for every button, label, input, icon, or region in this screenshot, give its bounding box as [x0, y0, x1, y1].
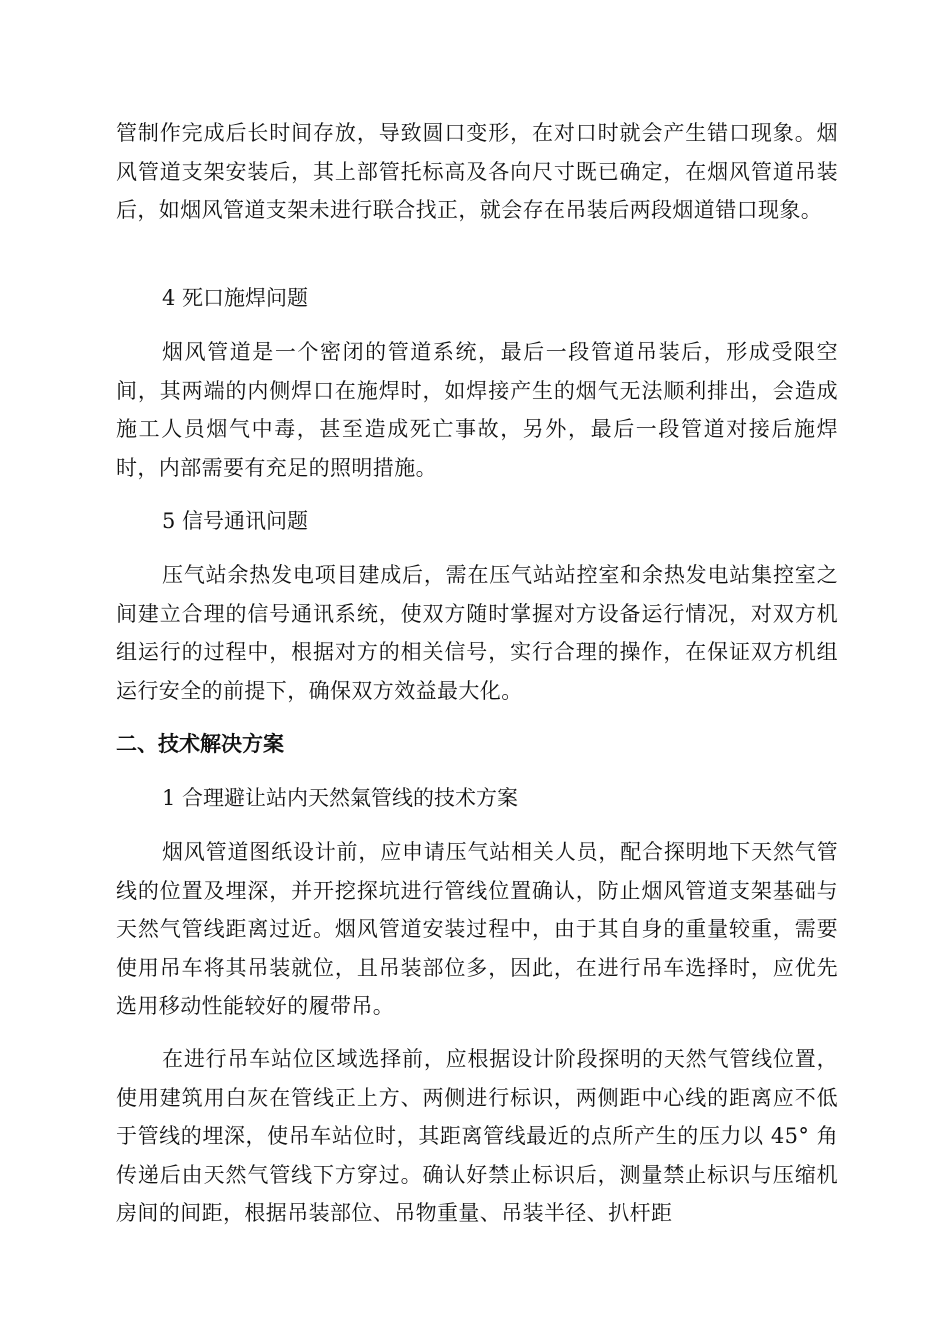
paragraph-signal: 压气站余热发电项目建成后，需在压气站站控室和余热发电站集控室之间建立合理的信号通讯系统，使双方随时掌握对方设备运行情况，对双方机组运行的过程中，根据对方的相关信号，实行合理的操作，在保证双方机组运行安全的前提下，确保双方效益最大化。 [116, 563, 838, 703]
subheading-1: 1 合理避让站内天然氣管线的技术方案 [162, 786, 519, 810]
paragraph-gas-pipeline: 烟风管道图纸设计前，应申请压气站相关人员，配合探明地下天然气管线的位置及埋深，并开挖探坑进行管线位置确认，防止烟风管道支架基础与天然气管线距离过近。烟风管道安装过程中，由于其自身的重量较重，需要使用吊车将其吊装就位，且吊装部位多，因此，在进行吊车选择时，应优先选用移动性能较好的履带吊。 [116, 840, 838, 1018]
paragraph-dead-weld: 烟风管道是一个密闭的管道系统，最后一段管道吊装后，形成受限空间，其两端的内侧焊口在施焊时，如焊接产生的烟气无法顺利排出，会造成施工人员烟气中毒，甚至造成死亡事故，另外，最后一段管道对接后施焊时，内部需要有充足的照明措施。 [116, 340, 838, 480]
section-heading-2: 二、技术解决方案 [116, 732, 284, 756]
subheading-5: 5 信号通讯问题 [162, 509, 309, 533]
paragraph-crane-position: 在进行吊车站位区域选择前，应根据设计阶段探明的天然气管线位置，使用建筑用白灰在管线正上方、两侧进行标识，两侧距中心线的距离应不低于管线的埋深，使吊车站位时，其距离管线最近的点所产生的压力以 45° 角传递后由天然气管线下方穿过。确认好禁止标识后，测量禁止标识与压缩机房间的间距，根据吊装部位、吊物重量、吊装半径、扒杆距 [116, 1047, 838, 1225]
subheading-4: 4 死口施焊问题 [162, 286, 309, 310]
paragraph-continued: 管制作完成后长时间存放，导致圆口变形，在对口时就会产生错口现象。烟风管道支架安装后，其上部管托标高及各向尺寸既已确定，在烟风管道吊装后，如烟风管道支架未进行联合找正，就会存在吊装后两段烟道错口现象。 [116, 121, 838, 222]
